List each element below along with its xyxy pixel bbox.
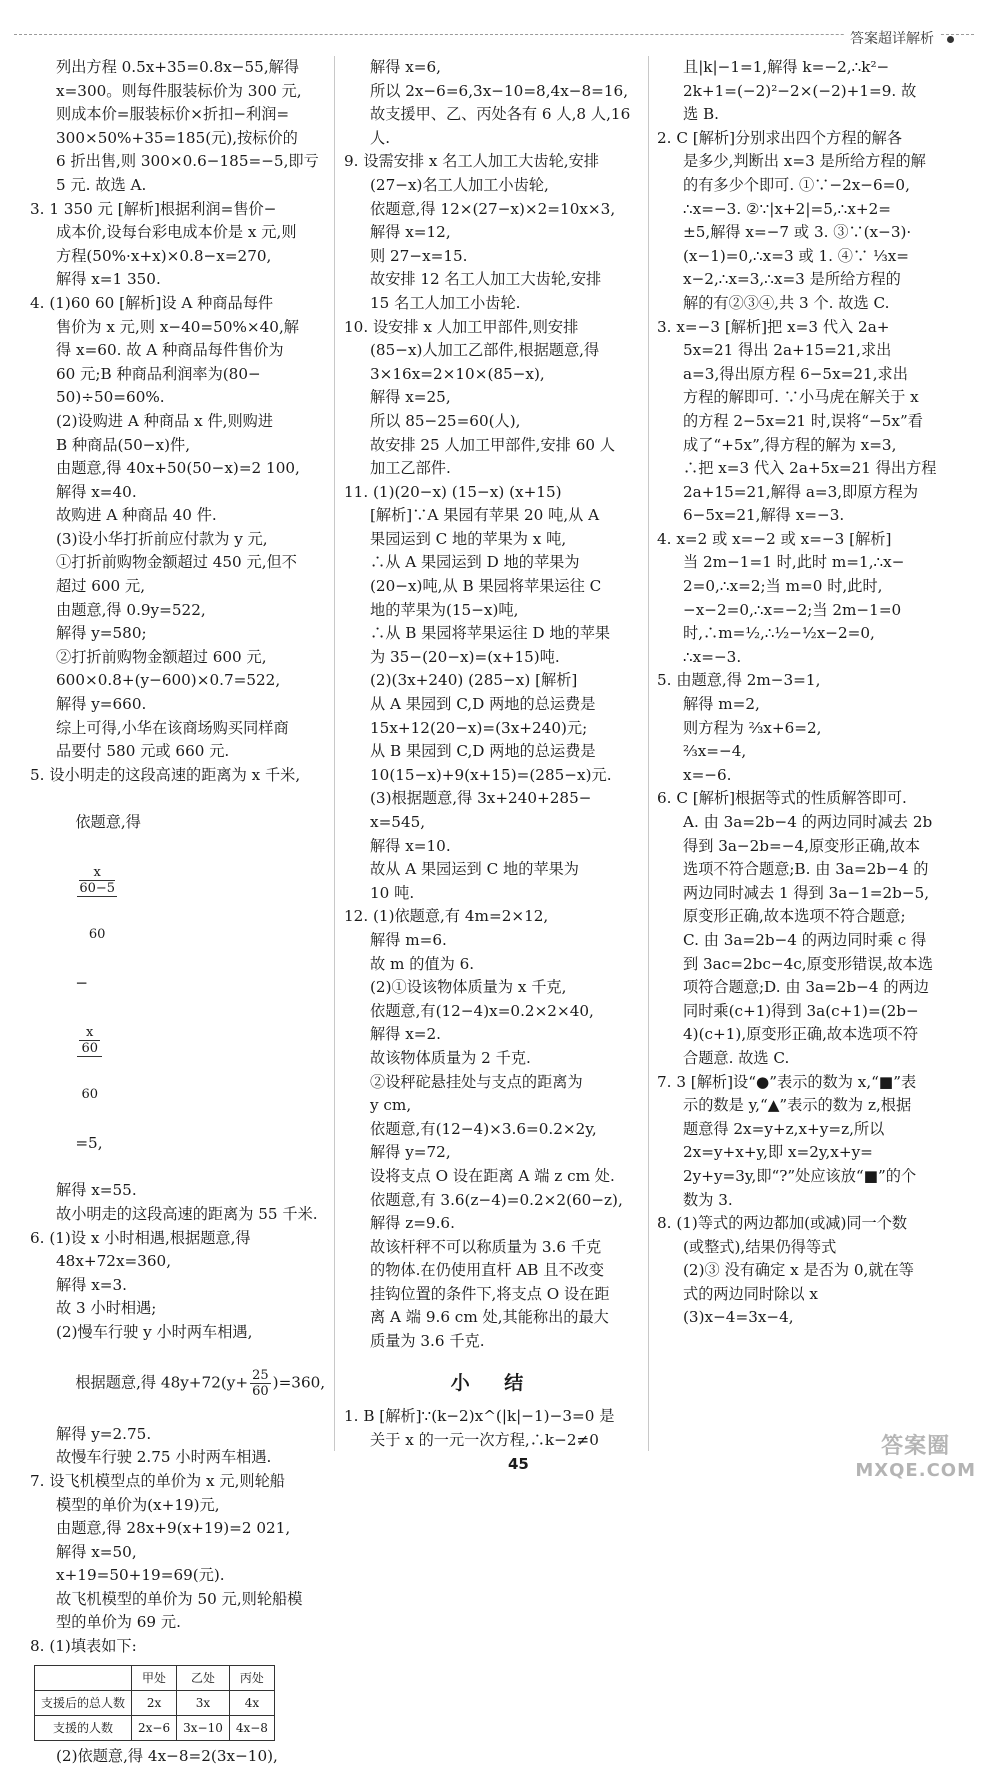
table-cell: 支援的人数: [35, 1715, 132, 1740]
column-divider: [334, 56, 335, 1451]
text-line: 2. C [解析]分别求出四个方程的解各: [657, 128, 903, 147]
text-line: 选 B.: [683, 105, 720, 124]
text-line: 故从 A 果园运到 C 地的苹果为: [370, 860, 579, 879]
text-line: 解得 x=55.: [56, 1181, 137, 1200]
text-line: 地的苹果为(15−x)吨,: [370, 600, 519, 619]
text-line: 数为 3.: [683, 1190, 733, 1209]
text-line: 离 A 端 9.6 cm 处,其能称出的最大: [370, 1308, 609, 1327]
section-title: 小 结: [450, 1371, 538, 1394]
text-line: (20−x)吨,从 B 果园将苹果运往 C: [370, 577, 602, 596]
text-line: 故小明走的这段高速的距离为 55 千米.: [56, 1204, 318, 1223]
text-line: 质量为 3.6 千克.: [370, 1332, 485, 1351]
text-line: 5. 由题意,得 2m−3=1,: [657, 671, 821, 690]
table-row: [35, 1690, 275, 1715]
text-line: 4. (1)60 60 [解析]设 A 种商品每件: [30, 293, 274, 312]
text-line: 由题意,得 0.9y=522,: [56, 600, 206, 619]
text-line: 故该杆秤不可以称质量为 3.6 千克: [370, 1237, 602, 1256]
text-line: 依题意,有(12−4)×3.6=0.2×2y,: [370, 1119, 597, 1138]
text-line: x=−6.: [683, 765, 732, 784]
text-line: 解得 y=580;: [56, 624, 147, 643]
text-line: 方程(50%·x+x)×0.8−x=270,: [56, 246, 272, 265]
text-line: a=3,得出原方程 6−5x=21,求出: [683, 364, 908, 383]
text-line: 则方程为 ⅔x+6=2,: [683, 718, 822, 737]
table-cell: 2x: [132, 1690, 177, 1715]
text-line: 11. (1)(20−x) (15−x) (x+15): [344, 482, 562, 501]
text-line: 加工乙部件.: [370, 459, 451, 478]
fraction: x 60 60: [77, 995, 102, 1132]
text-line: 所以 85−25=60(人),: [370, 411, 521, 430]
text-line: 列出方程 0.5x+35=0.8x−55,解得: [56, 58, 300, 76]
text-line: ∴把 x=3 代入 2a+5x=21 得出方程: [683, 459, 937, 478]
text-line: 由题意,得 40x+50(50−x)=2 100,: [56, 459, 300, 478]
text-line: ∴x=−3.: [683, 647, 742, 666]
text-line: 得 x=60. 故 A 种商品每件售价为: [56, 341, 284, 360]
text-line: 从 B 果园到 C,D 两地的总运费是: [370, 742, 596, 761]
fraction: x 60−5 60: [79, 864, 116, 942]
text-line: 解得 x=40.: [56, 482, 137, 501]
table-cell: 2x−6: [132, 1715, 177, 1740]
text-line: 解得 m=6.: [370, 930, 447, 949]
text-line: 10(15−x)+9(x+15)=(285−x)元.: [370, 765, 612, 784]
text-line: 2k+1=(−2)²−2×(−2)+1=9. 故: [683, 81, 917, 100]
text-line: C. 由 3a=2b−4 的两边同时乘 c 得: [683, 930, 927, 949]
text-line: 同时乘(c+1)得到 3a(c+1)=(2b−: [683, 1001, 919, 1020]
text-line: (2)①设该物体质量为 x 千克,: [370, 978, 567, 997]
text-line: 故 3 小时相遇;: [56, 1299, 157, 1318]
text-line: 15x+12(20−x)=(3x+240)元;: [370, 718, 588, 737]
table-cell: 支援后的总人数: [35, 1690, 132, 1715]
text-line: 解得 x=2.: [370, 1025, 441, 1044]
text-line: 5x=21 得出 2a+15=21,求出: [683, 341, 892, 360]
text-line: 10 吨.: [370, 883, 415, 902]
text-line: 则成本价=服装标价×折扣−利润=: [56, 105, 290, 124]
text-line: (3)根据题意,得 3x+240+285−: [370, 789, 592, 808]
text-line: 12. (1)依题意,有 4m=2×12,: [344, 907, 549, 926]
support-table: [34, 1665, 275, 1741]
text-line: 解得 x=1 350.: [56, 270, 161, 289]
text-line: 故安排 25 人加工甲部件,安排 60 人: [370, 435, 616, 454]
text-line: 售价为 x 元,则 x−40=50%×40,解: [56, 317, 299, 336]
text-line: ±5,解得 x=−7 或 3. ③∵(x−3)·: [683, 223, 912, 242]
text-line: 由题意,得 28x+9(x+19)=2 021,: [56, 1519, 291, 1538]
text-line: 解得 x=10.: [370, 836, 451, 855]
text-line: 6. (1)设 x 小时相遇,根据题意,得: [30, 1228, 251, 1247]
text-line: 4. x=2 或 x=−2 或 x=−3 [解析]: [657, 529, 892, 548]
text-line: 7. 3 [解析]设“●”表示的数为 x,“■”表: [657, 1072, 917, 1091]
text-line: 设将支点 O 设在距离 A 端 z cm 处.: [370, 1166, 615, 1185]
fraction: $\frac{25}{60}$: [252, 1368, 269, 1400]
text-line: (2)③ 没有确定 x 是否为 0,就在等: [683, 1261, 914, 1280]
text-line: 6−5x=21,解得 x=−3.: [683, 506, 845, 525]
text-line: 3. x=−3 [解析]把 x=3 代入 2a+: [657, 317, 890, 336]
text-line: (2)设购进 A 种商品 x 件,则购进: [56, 411, 274, 430]
text-line: 得到 3a−2b=−4,原变形正确,故本: [683, 836, 921, 855]
text-line: 解得 x=6,: [370, 58, 441, 76]
text-line: 故慢车行驶 2.75 小时两车相遇.: [56, 1448, 272, 1467]
text-line: 所以 2x−6=6,3x−10=8,4x−8=16,: [370, 81, 629, 100]
text-line: 解得 m=2,: [683, 695, 760, 714]
text-line: x=545,: [370, 813, 426, 831]
text-line: x−2,∴x=3,∴x=3 是所给方程的: [683, 270, 901, 289]
column-1: [30, 56, 326, 1768]
text-line: 6. C [解析]根据等式的性质解答即可.: [657, 789, 907, 808]
text-line: 300×50%+35=185(元),按标价的: [56, 128, 298, 147]
text-line: (2)慢车行驶 y 小时两车相遇,: [56, 1322, 253, 1341]
text-line: 的方程 2−5x=21 时,误将“−5x”看: [683, 411, 923, 430]
text-line: 5. 设小明走的这段高速的距离为 x 千米,: [30, 765, 301, 784]
text-line: 故安排 12 名工人加工大齿轮,安排: [370, 270, 602, 289]
text-line: 解得 y=2.75.: [56, 1424, 152, 1443]
text-line: 2y+y=3y,即“?”处应该放“■”的个: [683, 1166, 917, 1185]
text-line: 示的数是 y,“▲”表示的数为 z,根据: [683, 1096, 912, 1115]
text-line: 10. 设安排 x 人加工甲部件,则安排: [344, 317, 579, 336]
text-line: 依题意,有(12−4)x=0.2×2×40,: [370, 1001, 594, 1020]
text-line: −x−2=0,∴x=−2;当 2m−1=0: [683, 600, 902, 619]
text-line: y cm,: [370, 1096, 412, 1115]
table-row: [35, 1665, 275, 1690]
text-line: 故购进 A 种商品 40 件.: [56, 506, 217, 525]
text-line: 60 元;B 种商品利润率为(80−: [56, 364, 261, 383]
text-line: 8. (1)填表如下:: [30, 1637, 137, 1656]
text-line: 解得 x=3.: [56, 1275, 127, 1294]
text-line: 解的有②③④,共 3 个. 故选 C.: [683, 293, 890, 312]
text-line: 的物体.在仍使用直杆 AB 且不改变: [370, 1261, 605, 1280]
text-line: 型的单价为 69 元.: [56, 1613, 181, 1632]
text-line: ∴x=−3. ②∵|x+2|=5,∴x+2=: [683, 199, 892, 218]
text-line: 9. 设需安排 x 名工人加工大齿轮,安排: [344, 152, 599, 171]
text-line: 解得 y=660.: [56, 695, 147, 714]
text-line: 且|k|−1=1,解得 k=−2,∴k²−: [683, 58, 890, 76]
text-line: 6 折出售,则 300×0.6−185=−5,即亏: [56, 152, 319, 171]
text-line: 方程的解即可. ∵小马虎在解关于 x: [683, 388, 919, 407]
text-line: 解得 x=12,: [370, 223, 451, 242]
text-line: ∴从 A 果园运到 D 地的苹果为: [370, 553, 580, 572]
table-cell: 4x: [229, 1690, 274, 1715]
text-line: B 种商品(50−x)件,: [56, 435, 191, 454]
text-line: 超过 600 元,: [56, 577, 146, 596]
table-cell: [35, 1665, 132, 1690]
text-line: 600×0.8+(y−600)×0.7=522,: [56, 671, 281, 690]
text-line: 3. 1 350 元 [解析]根据利润=售价−: [30, 199, 277, 218]
table-cell: 乙处: [177, 1665, 230, 1690]
text-line: 从 A 果园到 C,D 两地的总运费是: [370, 695, 596, 714]
text-line: 品要付 580 元或 660 元.: [56, 742, 230, 761]
text-line: 3×16x=2×10×(85−x),: [370, 364, 545, 383]
text-line: 成本价,设每台彩电成本价是 x 元,则: [56, 223, 297, 242]
watermark-logo: 答案圈 MXQE.COM: [855, 1434, 976, 1481]
q5-equation: 依题意,得 x 60−5 60 − x 60 60 =5,: [75, 813, 141, 1153]
text-line: 2=0,∴x=2;当 m=0 时,此时,: [683, 577, 883, 596]
text-line: 解得 x=25,: [370, 388, 451, 407]
text-line: 2x=y+x+y,即 x=2y,x+y=: [683, 1143, 873, 1162]
text-line: 1. B [解析]∵(k−2)x^(|k|−1)−3=0 是: [344, 1407, 615, 1426]
page-number: 45: [508, 1455, 529, 1473]
table-cell: 丙处: [229, 1665, 274, 1690]
text-line: 50)÷50=60%.: [56, 388, 165, 407]
text-line: 48x+72x=360,: [56, 1252, 172, 1271]
text-line: (27−x)名工人加工小齿轮,: [370, 175, 549, 194]
text-line: 式的两边同时除以 x: [683, 1284, 818, 1303]
text-line: (2)依题意,得 4x−8=2(3x−10),: [56, 1746, 278, 1765]
text-line: 5 元. 故选 A.: [56, 175, 147, 194]
text-line: 时,∴m=½,∴½−½x−2=0,: [683, 624, 875, 643]
text-line: 的有多少个即可. ①∵−2x−6=0,: [683, 175, 910, 194]
table-cell: 3x−10: [177, 1715, 230, 1740]
column-3: [657, 56, 957, 1330]
text-line: 两边同时减去 1 得到 3a−1=2b−5,: [683, 883, 930, 902]
text-line: x+19=50+19=69(元).: [56, 1566, 225, 1585]
text-line: 故支援甲、乙、丙处各有 6 人,8 人,16 人.: [370, 105, 636, 147]
text-line: 当 2m−1=1 时,此时 m=1,∴x−: [683, 553, 905, 572]
text-line: 故 m 的值为 6.: [370, 954, 475, 973]
column-2: [344, 56, 644, 1452]
header-dot-icon: [947, 36, 954, 43]
text-line: ②设秤砣悬挂处与支点的距离为: [370, 1072, 583, 1091]
table-cell: 3x: [177, 1690, 230, 1715]
text-line: 成了“+5x”,得方程的解为 x=3,: [683, 435, 897, 454]
q6-equation: 根据题意,得 48y+72(y+ $\frac{25}{60}$ )=360,: [75, 1368, 326, 1400]
text-line: 15 名工人加工小齿轮.: [370, 293, 521, 312]
header-rule: [14, 34, 974, 35]
text-line: (或整式),结果仍得等式: [683, 1237, 837, 1256]
table-cell: 4x−8: [229, 1715, 274, 1740]
text-line: (3)x−4=3x−4,: [683, 1308, 794, 1327]
text-line: 模型的单价为(x+19)元,: [56, 1495, 220, 1514]
text-line: ⅔x=−4,: [683, 742, 747, 761]
text-line: 依题意,得 12×(27−x)×2=10x×3,: [370, 199, 616, 218]
text-line: 是多少,判断出 x=3 是所给方程的解: [683, 152, 926, 171]
text-line: 2a+15=21,解得 a=3,即原方程为: [683, 482, 919, 501]
text-line: 关于 x 的一元一次方程,∴k−2≠0: [370, 1430, 599, 1449]
text-line: 挂钩位置的条件下,将支点 O 设在距: [370, 1284, 610, 1303]
text-line: x=300。则每件服装标价为 300 元,: [56, 81, 302, 100]
text-line: 到 3ac=2bc−4c,原变形错误,故本选: [683, 954, 933, 973]
text-line: 综上可得,小华在该商场购买同样商: [56, 718, 289, 737]
text-line: [解析]∵A 果园有苹果 20 吨,从 A: [370, 506, 600, 525]
text-line: ∴从 B 果园将苹果运往 D 地的苹果: [370, 624, 611, 643]
text-line: (85−x)人加工乙部件,根据题意,得: [370, 341, 600, 360]
text-line: 解得 z=9.6.: [370, 1214, 455, 1233]
text-line: 故飞机模型的单价为 50 元,则轮船模: [56, 1589, 303, 1608]
text-line: (2)(3x+240) (285−x) [解析]: [370, 671, 578, 690]
text-line: ②打折前购物金额超过 600 元,: [56, 647, 267, 666]
text-line: ①打折前购物金额超过 450 元,但不: [56, 553, 297, 572]
text-line: 8. (1)等式的两边都加(或减)同一个数: [657, 1214, 908, 1233]
text-line: 合题意. 故选 C.: [683, 1048, 790, 1067]
text-line: A. 由 3a=2b−4 的两边同时减去 2b: [683, 813, 933, 831]
text-line: 故该物体质量为 2 千克.: [370, 1048, 531, 1067]
column-divider: [648, 56, 649, 1451]
text-line: (3)设小华打折前应付款为 y 元,: [56, 529, 268, 548]
text-line: 4)(c+1),原变形正确,故本选项不符: [683, 1025, 919, 1044]
text-line: 解得 x=50,: [56, 1542, 137, 1561]
text-line: 7. 设飞机模型点的单价为 x 元,则轮船: [30, 1471, 285, 1490]
text-line: 依题意,有 3.6(z−4)=0.2×2(60−z),: [370, 1190, 623, 1209]
text-line: 原变形正确,故本选项不符合题意;: [683, 907, 906, 926]
text-line: 果园运到 C 地的苹果为 x 吨,: [370, 529, 567, 548]
text-line: 为 35−(20−x)=(x+15)吨.: [370, 647, 560, 666]
text-line: 则 27−x=15.: [370, 246, 468, 265]
text-line: 解得 y=72,: [370, 1143, 451, 1162]
header-title: 答案超详解析: [844, 28, 940, 48]
text-line: (x−1)=0,∴x=3 或 1. ④∵ ⅓x=: [683, 246, 910, 265]
table-cell: 甲处: [132, 1665, 177, 1690]
text-line: 选项不符合题意;B. 由 3a=2b−4 的: [683, 860, 929, 879]
text-line: 项符合题意;D. 由 3a=2b−4 的两边: [683, 978, 929, 997]
text-line: 题意得 2x=y+z,x+y=z,所以: [683, 1119, 885, 1138]
table-row: [35, 1715, 275, 1740]
